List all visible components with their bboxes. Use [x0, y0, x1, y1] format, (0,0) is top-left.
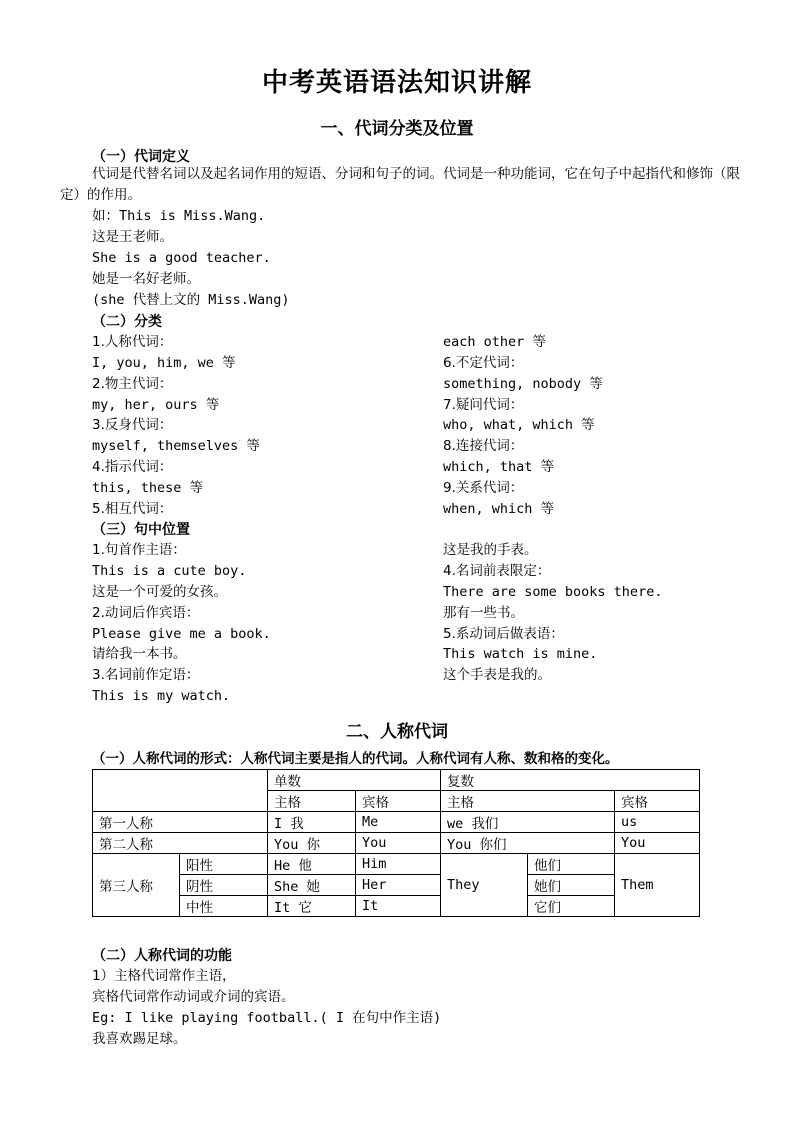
position-item: 3.名词前作定语： [92, 667, 200, 683]
section-heading-personal-pronouns: 二、人称代词 [346, 722, 448, 742]
subheading-forms: （一）人称代词的形式：人称代词主要是指人的代词。人称代词有人称、数和格的变化。 [92, 751, 619, 767]
position-item: 5.系动词后做表语： [443, 626, 564, 642]
row-label-third-person: 第三人称 [93, 854, 180, 917]
subheading-functions: （二）人称代词的功能 [92, 948, 232, 964]
class-item: I, you, him, we 等 [92, 355, 236, 371]
class-item: 3.反身代词： [92, 417, 173, 433]
row-label-first-person: 第一人称 [93, 812, 268, 833]
table-cell: She 她 [268, 875, 356, 896]
class-item: 2.物主代词： [92, 376, 173, 392]
table-row [93, 854, 700, 875]
subheading-position: （三）句中位置 [92, 522, 190, 538]
class-item: when, which 等 [443, 501, 555, 517]
gender-neuter: 中性 [180, 896, 268, 917]
example-line: 这是王老师。 [92, 229, 173, 245]
header-accusative: 宾格 [615, 791, 700, 812]
class-item: who, what, which 等 [443, 417, 595, 433]
position-item: There are some books there. [443, 584, 663, 600]
table-cell: It 它 [268, 896, 356, 917]
position-item: Please give me a book. [92, 626, 271, 642]
function-line: 宾格代词常作动词或介词的宾语。 [92, 989, 295, 1005]
table-row [93, 875, 700, 896]
position-item: This watch is mine. [443, 646, 598, 662]
class-item: something, nobody 等 [443, 376, 603, 392]
position-item: 这是我的手表。 [443, 542, 538, 558]
position-item: 1.句首作主语： [92, 542, 186, 558]
header-singular: 单数 [268, 770, 441, 791]
example-line: 她是一名好老师。 [92, 271, 200, 287]
position-item: This is my watch. [92, 688, 231, 704]
class-item: 4.指示代词： [92, 459, 173, 475]
table-cell-they: They [441, 854, 528, 917]
table-corner-cell [93, 770, 268, 812]
position-item: 这个手表是我的。 [443, 667, 551, 683]
table-cell: us [615, 812, 700, 833]
subheading-classification: （二）分类 [92, 314, 162, 330]
class-item: my, her, ours 等 [92, 397, 220, 413]
position-item: 这是一个可爱的女孩。 [92, 584, 227, 600]
position-item: 那有一些书。 [443, 605, 524, 621]
class-item: 5.相互代词： [92, 501, 173, 517]
table-row [93, 896, 700, 917]
gender-feminine: 阴性 [180, 875, 268, 896]
example-line: She is a good teacher. [92, 250, 271, 266]
table-cell: 她们 [528, 875, 615, 896]
table-cell: Him [356, 854, 441, 875]
table-cell: You [615, 833, 700, 854]
subheading-definition: （一）代词定义 [92, 149, 190, 165]
table-cell: You 你们 [441, 833, 615, 854]
page-title: 中考英语语法知识讲解 [261, 68, 532, 98]
class-item: myself, themselves 等 [92, 438, 260, 454]
definition-paragraph: 代词是代替名词以及起名词作用的短语、分词和句子的词。代词是一种功能词，它在句子中起指代和修饰（限定）的作用。 [60, 166, 740, 203]
table-cell: 他们 [528, 854, 615, 875]
table-cell: we 我们 [441, 812, 615, 833]
table-row [93, 812, 700, 833]
position-item: 2.动词后作宾语： [92, 605, 200, 621]
header-plural: 复数 [441, 770, 700, 791]
section-heading-pronoun-classification: 一、代词分类及位置 [320, 119, 474, 139]
class-item: each other 等 [443, 334, 546, 350]
class-item: 1.人称代词： [92, 334, 173, 350]
position-item: 请给我一本书。 [92, 646, 187, 662]
position-item: 4.名词前表限定： [443, 563, 551, 579]
table-cell: I 我 [268, 812, 356, 833]
header-accusative: 宾格 [356, 791, 441, 812]
gender-masculine: 阳性 [180, 854, 268, 875]
row-label-second-person: 第二人称 [93, 833, 268, 854]
class-item: 9.关系代词： [443, 480, 524, 496]
class-item: this, these 等 [92, 480, 204, 496]
table-cell: You [356, 833, 441, 854]
class-item: which, that 等 [443, 459, 555, 475]
table-row [93, 833, 700, 854]
class-item: 7.疑问代词： [443, 397, 524, 413]
function-line: 1）主格代词常作主语， [92, 968, 236, 984]
table-cell: You 你 [268, 833, 356, 854]
class-item: 6.不定代词： [443, 355, 524, 371]
header-nominative: 主格 [268, 791, 356, 812]
table-cell: Her [356, 875, 441, 896]
function-line: Eg: I like playing football.( I 在句中作主语) [92, 1010, 442, 1026]
table-cell: Me [356, 812, 441, 833]
personal-pronoun-table [92, 769, 700, 917]
table-cell: He 他 [268, 854, 356, 875]
table-cell: It [356, 896, 441, 917]
example-line: (she 代替上文的 Miss.Wang) [92, 292, 290, 308]
function-line: 我喜欢踢足球。 [92, 1031, 187, 1047]
example-line: 如：This is Miss.Wang. [92, 208, 266, 224]
position-item: This is a cute boy. [92, 563, 247, 579]
table-cell-them: Them [615, 854, 700, 917]
table-cell: 它们 [528, 896, 615, 917]
class-item: 8.连接代词： [443, 438, 524, 454]
header-nominative: 主格 [441, 791, 615, 812]
